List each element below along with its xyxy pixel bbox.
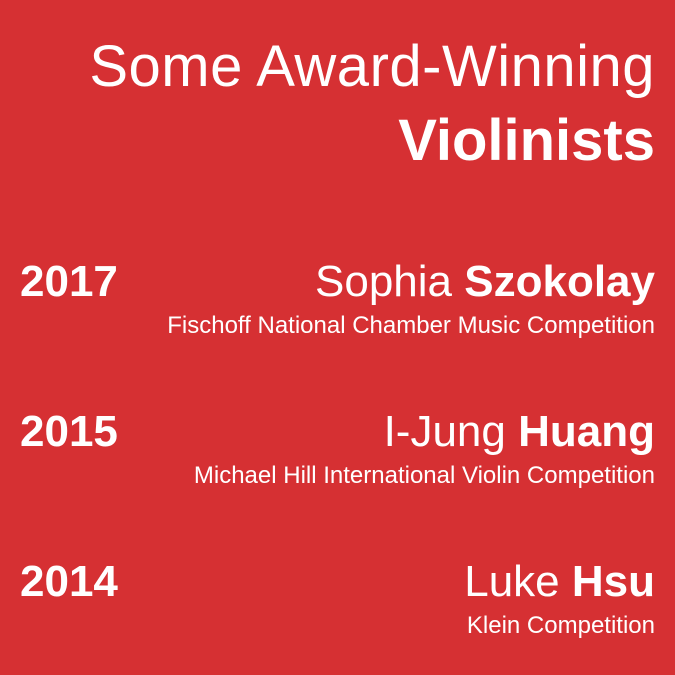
entry-year: 2017: [20, 257, 118, 306]
title-line-2: Violinists: [398, 108, 655, 173]
entry-name: [315, 257, 655, 306]
entry-last-name: Huang: [518, 407, 655, 456]
entry-name: [464, 557, 655, 606]
entry-first-name: I-Jung: [383, 407, 506, 456]
page-title: [89, 34, 655, 173]
entry-competition: Klein Competition: [466, 612, 655, 639]
entry-competition: Fischoff National Chamber Music Competition: [167, 312, 655, 339]
entry-first-name: Sophia: [315, 257, 453, 306]
entry-year: 2015: [20, 407, 118, 456]
entry-name: [383, 407, 655, 456]
winner-entry: [20, 407, 655, 500]
winner-entry: [20, 257, 655, 350]
winner-entry: [20, 557, 655, 650]
entry-year: 2014: [20, 557, 118, 606]
entry-last-name: Hsu: [571, 557, 655, 606]
title-line-1: Some Award-Winning: [89, 34, 655, 99]
entry-last-name: Szokolay: [464, 257, 655, 306]
entry-competition: Michael Hill International Violin Competition: [193, 462, 655, 489]
entry-first-name: Luke: [464, 557, 560, 606]
